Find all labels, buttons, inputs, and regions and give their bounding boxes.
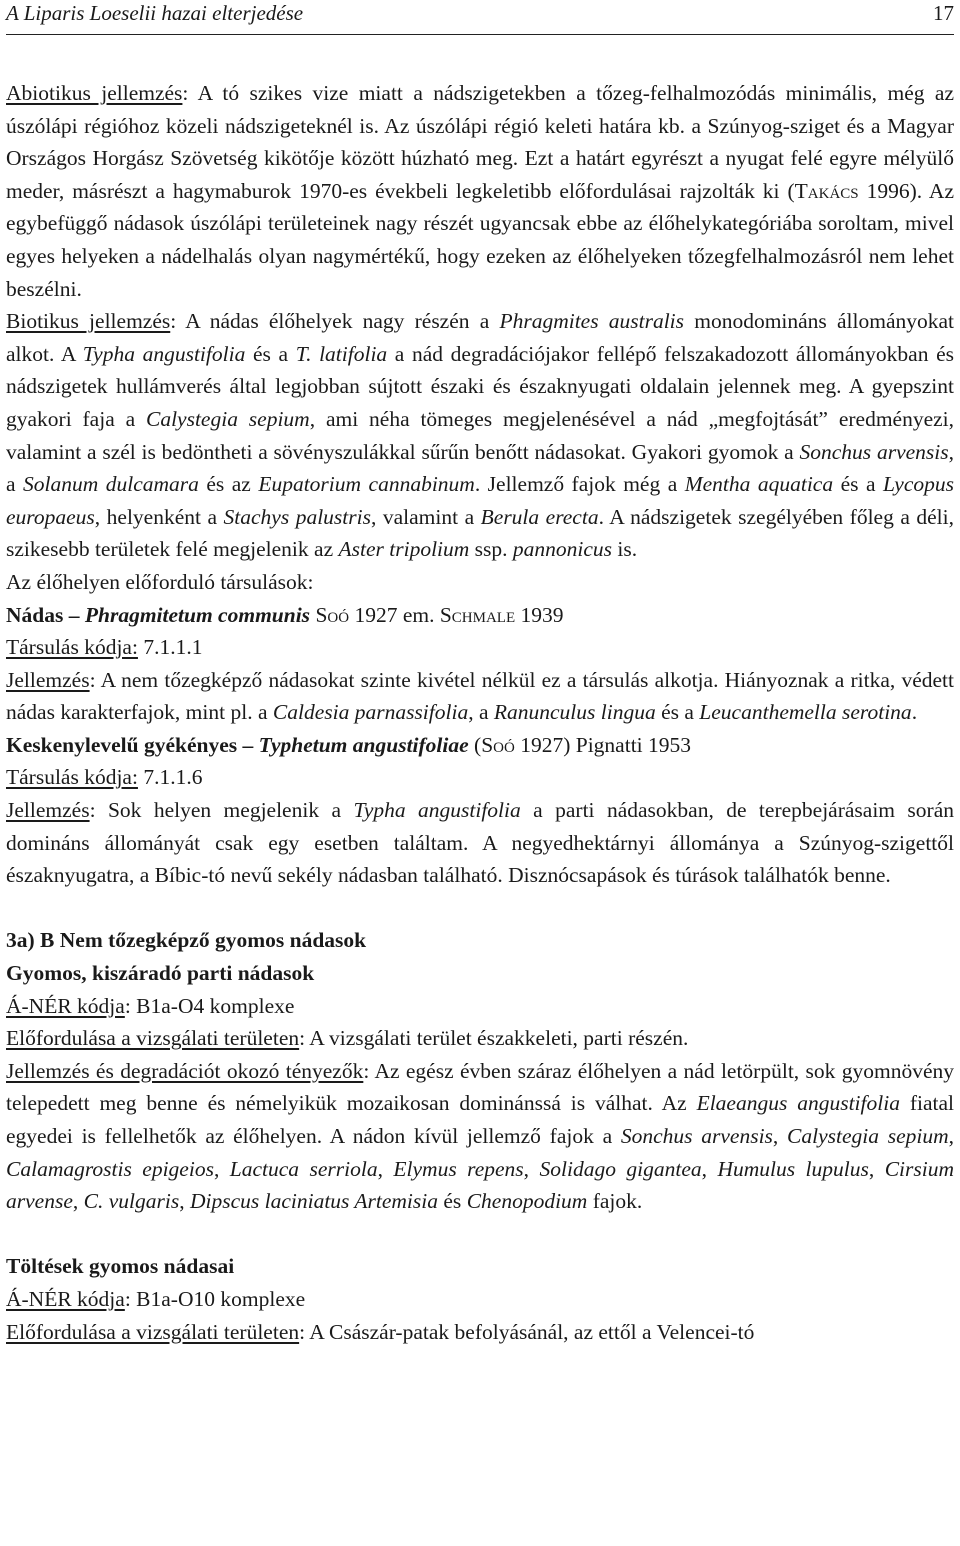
abiotic-text: 1996). Az egybefüggő nádasok úszólápi területeinek nagy részét ugyancsak ebbe az élőhelykategóriába soroltam, mivel egyes helyeken a nádelhalás olyan nagymértékű, hogy ezeken az élőhelyeken tőzegfelhalmozásról nem lehet beszélni. [6,178,954,301]
association-name: Nádas – [6,602,85,627]
degradation-text: , [868,1156,885,1181]
species-name: Cirsium arvense [6,1156,955,1214]
species-name: Typha angustifolia [82,341,246,366]
species-name: Stachys palustris [223,504,371,529]
species-name: Calamagrostis epigeios [6,1156,214,1181]
degradation-text: , [377,1156,394,1181]
occurrence-value: : A vizsgálati terület északkeleti, parti részén. [299,1026,689,1051]
biotic-paragraph [6,305,954,566]
association-2-description [6,794,954,892]
aner-label: Á-NÉR kódja [6,1286,125,1311]
association-latin-name: Phragmitetum communis [84,602,311,627]
degradation-text: , [948,1124,955,1148]
section-3a-degradation [6,1055,954,1218]
page-body [6,77,954,1348]
section-fill-heading [6,1250,954,1283]
biotic-text: és a [245,341,296,366]
species-name: Chenopodium [466,1189,588,1214]
association-latin-name: Typhetum angustifoliae [258,732,469,757]
species-name: Calystegia sepium [787,1124,949,1148]
description-text: : Sok helyen megjelenik a [89,798,354,823]
author-name: Schmale [439,602,516,627]
occurrence-value: : A Császár-patak befolyásánál, az ettől a Velencei-tó [299,1319,755,1344]
abiotic-label: Abiotikus jellemzés [6,81,183,105]
species-name: Leucanthemella serotina [699,700,912,725]
citation-author: Takács [794,178,859,203]
section-3a-heading [6,924,954,957]
association-1-description [6,664,954,729]
author-year: 1939 [515,602,564,627]
paragraph-gap [6,892,954,925]
biotic-text: is. [612,537,638,562]
author-name: Soó [481,732,515,757]
section-3a-aner-code [6,990,954,1023]
aner-value: : B1a-O4 komplexe [124,993,295,1018]
degradation-text: és [438,1189,467,1214]
biotic-text: , ami néha tömeges megjelenésével a nád „megfojtását” eredményezi, valamint a szél is bedöntheti a sövényszulákkal sűrűn benőtt nádasokat. Gyakori gyomok a [6,406,955,464]
description-label: Jellemzés [6,667,90,692]
species-name: Calystegia sepium [145,406,310,431]
biotic-text: . A nádszigetek szegélyében főleg a déli, szikesebb területek felé megjelenik az [6,504,955,562]
association-name: Keskenylevelű gyékényes – [6,732,259,757]
species-name: Dipscus laciniatus Artemisia [189,1189,439,1214]
species-name: Mentha aquatica [684,472,834,497]
section-heading-text: 3a) B Nem tőzegképző gyomos nádasok [6,928,367,953]
running-title: A Liparis Loeselii hazai elterjedése [6,1,304,25]
occurrence-label: Előfordulása a vizsgálati területen [6,1319,300,1344]
description-text: a parti nádasokban, de terepbejárásaim során domináns állományát csak egy esetben találtam. A negyedhektárnyi állománya a Szúnyog-szigettől északnyugatra, a Bíbic-tó nevű sekély nádasban található. Disznócsapások és túrások találhatók benne. [6,798,955,888]
description-text: : A nem tőzegképző nádasokat szinte kivétel nélkül ez a társulás alkotja. Hiányoznak a ritka, védett nádas karakterfajok, mint pl. a [6,667,954,725]
species-name: Eupatorium cannabinum [258,472,475,497]
species-name: Solanum dulcamara [23,472,199,497]
association-2-title [6,729,954,762]
degradation-text: : Az egész évben száraz élőhelyen a nád letörpült, sok gyomnövény telepedett meg benne és némelyikük mozaikosan dominánssá is válhat. Az [6,1058,955,1116]
species-name: Aster tripolium [338,537,470,562]
section-3a-occurrence [6,1022,954,1055]
association-1-title [6,599,954,632]
biotic-text: , valamint a [370,504,481,529]
degradation-text: , [523,1156,540,1181]
biotic-text: , helyenként a [94,504,224,529]
author-text: ( [468,732,482,757]
species-name: Sonchus arvensis [799,439,949,464]
degradation-text: , [213,1156,230,1181]
description-text: és a [655,700,700,725]
code-value: 7.1.1.6 [137,765,203,790]
degradation-text: , [179,1189,190,1214]
biotic-text: és az [198,472,259,497]
abiotic-paragraph [6,77,954,305]
section-subheading-text: Gyomos, kiszáradó parti nádasok [6,961,315,986]
description-label: Jellemzés [6,798,90,823]
degradation-text: , [72,1189,84,1214]
section-fill-occurrence [6,1316,954,1349]
author-year: 1927 em. [349,602,440,627]
aner-label: Á-NÉR kódja [6,993,125,1018]
author-name: Soó [315,602,350,627]
biotic-text: , a [6,439,954,497]
biotic-text: és a [833,472,883,497]
associations-intro: Az élőhelyen előforduló társulások: [6,569,314,594]
page-number: 17 [933,1,954,25]
species-name: Phragmites australis [499,309,685,334]
association-2-code [6,761,954,794]
species-name: Caldesia parnassifolia [272,700,469,725]
biotic-text: : A nádas élőhelyek nagy részén a [170,309,500,334]
author-text: 1927) Pignatti 1953 [514,732,692,757]
species-name: Typha angustifolia [353,798,521,823]
degradation-text: , [772,1124,788,1148]
degradation-label: Jellemzés és degradációt okozó tényezők [6,1058,364,1083]
section-heading-text: Töltések gyomos nádasai [6,1254,235,1279]
species-name: Lactuca serriola [229,1156,378,1181]
code-label: Társulás kódja: [6,635,138,660]
degradation-text: , [701,1156,718,1181]
occurrence-label: Előfordulása a vizsgálati területen [6,1026,300,1051]
biotic-text: a nád degradációjakor fellépő felszakadozott állományokban és nádszigetek hullámverés által legjobban sújtott északi és északnyugati oldalain jelennek meg. A gyepszint gyakori faja a [6,341,955,431]
biotic-text: ssp. [469,537,513,562]
species-name: Humulus lupulus [717,1156,869,1181]
biotic-label: Biotikus jellemzés [6,309,171,334]
section-3a-subheading [6,957,954,990]
running-header [6,0,954,35]
aner-value: : B1a-O10 komplexe [124,1286,306,1311]
description-text: , a [468,700,494,725]
species-name: T. latifolia [295,341,388,366]
species-name: C. vulgaris [83,1189,180,1214]
abiotic-text: : A tó szikes vize miatt a nádszigetekben a tőzeg-felhalmozódás minimális, még az úszólápi régióhoz közeli nádszigeteknél is. Az úszólápi régió keleti határa kb. a Szúnyog-sziget és a Magyar Országos Horgász Szövetség kikötője között húzható meg. Ezt a határt egyrészt a nyugat felé egyre mélyülő meder, másrészt a hagymaburok 1970-es évekbeli legkeletibb előfordulásai rajzolták ki ( [6,81,954,203]
biotic-text: . Jellemző fajok még a [474,472,685,497]
species-name: pannonicus [512,537,613,562]
code-label: Társulás kódja: [6,765,138,790]
degradation-text: fiatal egyedei is fellelhetők az élőhelyen. A nádon kívül jellemző fajok a [6,1091,955,1148]
species-name: Berula erecta [480,504,599,529]
species-name: Elymus repens [393,1156,524,1181]
species-name: Elaeangus angustifolia [696,1091,900,1116]
section-fill-aner-code [6,1283,954,1316]
paragraph-gap [6,1218,954,1251]
biotic-text: monodomináns állományokat alkot. A [6,309,954,366]
description-text: . [911,700,918,725]
species-name: Sonchus arvensis [620,1124,773,1148]
species-name: Lycopus europaeus [6,472,955,529]
species-name: Solidago gigantea [539,1156,702,1181]
species-name: Ranunculus lingua [493,700,656,725]
code-value: 7.1.1.1 [137,635,203,660]
association-1-code [6,631,954,664]
degradation-text: fajok. [587,1189,643,1214]
